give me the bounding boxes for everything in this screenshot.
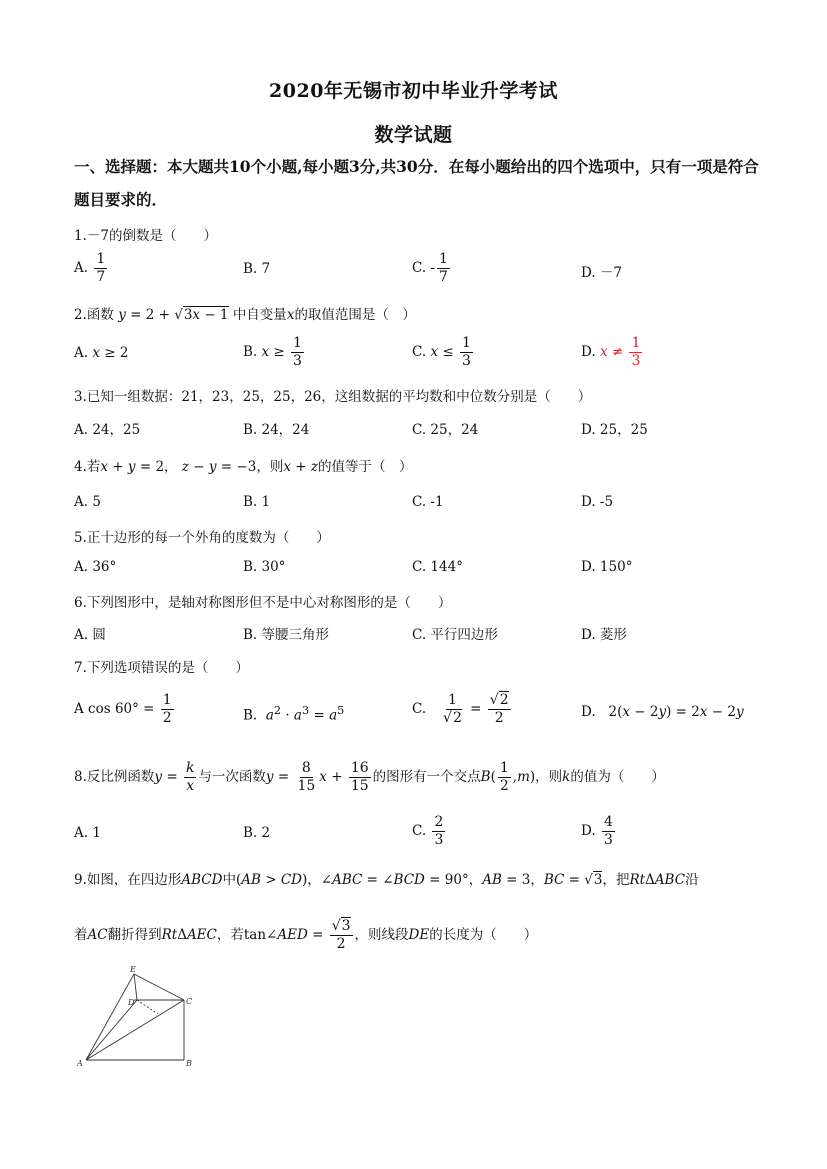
q8-option-b: B. 2 [243,825,271,841]
segment-ec [134,974,184,1000]
question-1: 1.－7的倒数是（ ） [74,228,217,244]
question-8: 8.反比例函数y = $\frac{k}{x}$ 与一次函数y = $\frac{8}{15}$ x + $\frac{16}{15}$ 的图形有一个交点B( $\frac{1}{2}$ ,m)，则k的值为（ ） [74,760,665,794]
q3-option-c: C. 25，24 [412,422,479,438]
q3-option-d: D. 25，25 [581,422,648,438]
label-d: D [128,998,135,1007]
section-instructions: 一、选择题：本大题共10个小题,每小题3分,共30分．在每小题给出的四个选项中，只有一项是符合题目要求的． [74,157,759,209]
question-9-line-2: 着AC翻折得到RtΔAEC，若tan∠AED = $\frac{√3}{2}$ ，则线段DE的长度为（ ） [74,918,538,952]
q1-option-c: C. - $\frac{1}{7}$ [412,251,448,285]
segment-ae [86,974,134,1060]
q1-option-b: B. 7 [243,261,271,277]
exam-subtitle: 数学试题 [374,124,453,146]
q2-option-d: D. x ≠ $\frac{1}{3}$ [581,335,641,369]
q1-option-a: A. $\frac{1}{7}$ [74,251,106,285]
q7-option-c: C. $\frac{1}{√2}$ = $\frac{√2}{2}$ [412,692,509,726]
question-3: 3.已知一组数据：21，23，25，25，26，这组数据的平均数和中位数分别是（ ） [74,389,592,405]
label-c: C [186,997,193,1006]
q4-option-b: B. 1 [243,494,271,510]
segment-ed [134,974,137,1000]
label-b: B [186,1059,192,1068]
question-7: 7.下列选项错误的是（ ） [74,660,249,676]
q9-geometry-figure [74,962,204,1072]
segment-ac [86,1000,184,1060]
q8-option-c: C. $\frac{2}{3}$ [412,814,444,848]
q2-option-a: A. x ≥ 2 [74,345,129,361]
question-5: 5.正十边形的每一个外角的度数为（ ） [74,530,330,546]
q5-option-c: C. 144° [412,559,463,575]
q4-option-d: D. -5 [581,494,614,510]
question-6: 6.下列图形中，是轴对称图形但不是中心对称图形的是（ ） [74,595,452,611]
q2-option-c: C. x ≤ $\frac{1}{3}$ [412,335,471,369]
q6-option-d: D. 菱形 [581,627,627,643]
question-2: 2.函数 y = 2 + √3x − 1 中自变量x的取值范围是（ ） [74,307,416,323]
q3-option-b: B. 24，24 [243,422,310,438]
q5-option-b: B. 30° [243,559,286,575]
q1-option-d: D. －7 [581,265,623,281]
q7-option-d: D. 2(x − 2y) = 2x − 2y [581,704,744,720]
exam-title: 2020年无锡市初中毕业升学考试 [269,80,558,102]
q6-option-a: A. 圆 [74,627,106,643]
segment-ad [86,1000,137,1060]
q7-option-a: A cos 60° = $\frac{1}{2}$ [74,692,172,726]
question-9-line-1: 9.如图，在四边形ABCD中(AB > CD)，∠ABC = ∠BCD = 90°，AB = 3，BC = √3，把RtΔABC沿 [74,872,699,888]
q4-option-a: A. 5 [74,494,101,510]
q5-option-d: D. 150° [581,559,633,575]
q5-option-a: A. 36° [74,559,117,575]
q4-option-c: C. -1 [412,494,444,510]
q3-option-a: A. 24，25 [74,422,141,438]
q7-option-b: B. $a^2 \cdot a^3 = a^5$ [243,704,345,724]
q6-option-c: C. 平行四边形 [412,627,498,643]
q2-option-b: B. x ≥ $\frac{1}{3}$ [243,335,302,369]
label-e: E [130,965,136,974]
label-a: A [77,1059,83,1068]
q8-option-d: D. $\frac{4}{3}$ [581,814,613,848]
question-4: 4.若x + y = 2， z − y = −3，则x + z的值等于（ ） [74,459,413,475]
q6-option-b: B. 等腰三角形 [243,627,330,643]
q8-option-a: A. 1 [74,825,101,841]
